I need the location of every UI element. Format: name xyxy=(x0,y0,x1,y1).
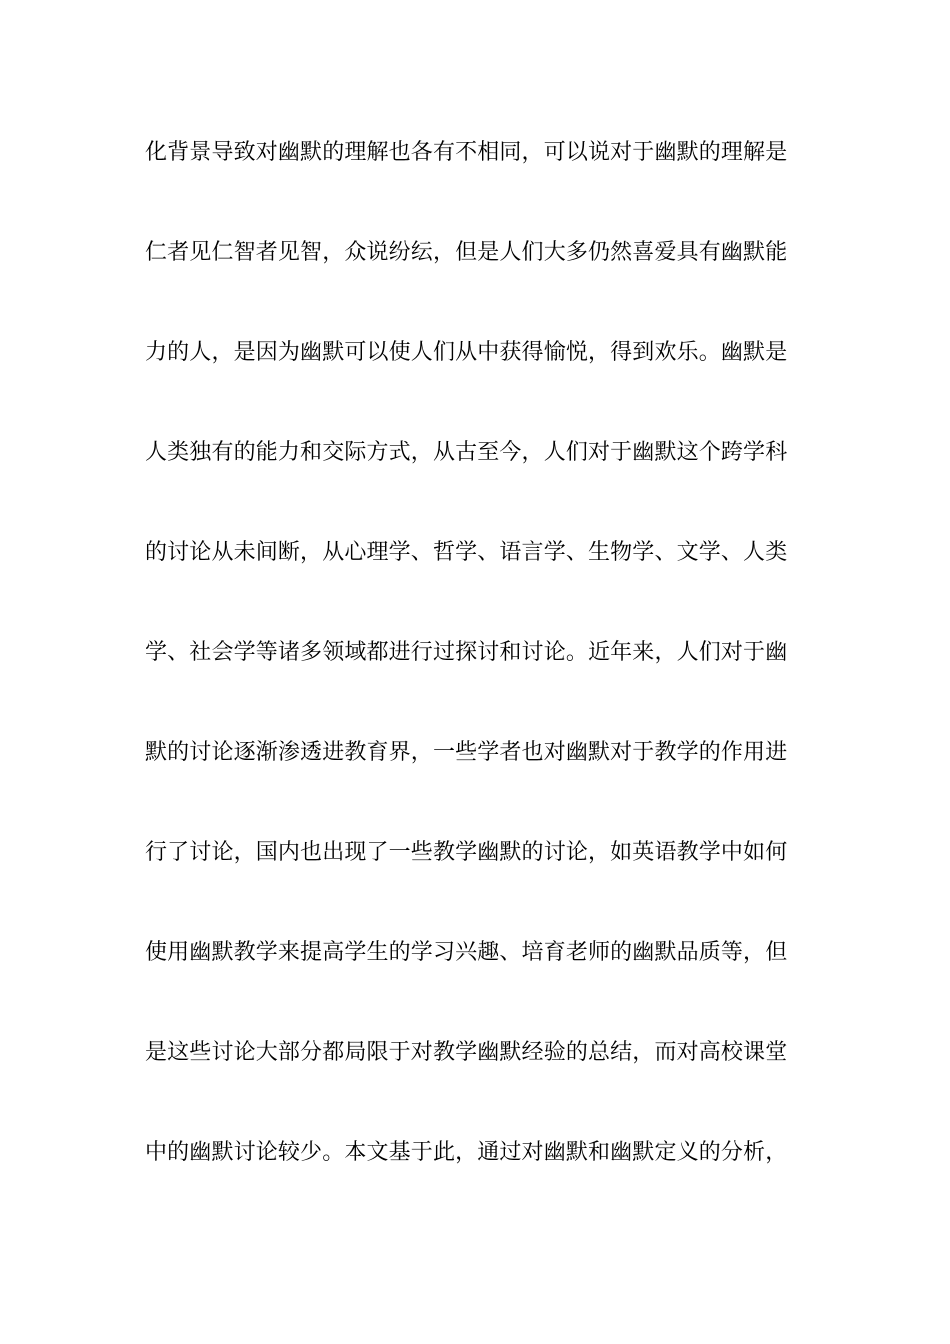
text-line: 中的幽默讨论较少。本文基于此，通过对幽默和幽默定义的分析， xyxy=(145,1140,788,1165)
text-line: 行了讨论，国内也出现了一些教学幽默的讨论，如英语教学中如何 xyxy=(145,840,788,865)
text-line: 使用幽默教学来提高学生的学习兴趣、培育老师的幽默品质等，但 xyxy=(145,940,788,965)
text-line: 是这些讨论大部分都局限于对教学幽默经验的总结，而对高校课堂 xyxy=(145,1040,788,1065)
text-line: 化背景导致对幽默的理解也各有不相同，可以说对于幽默的理解是 xyxy=(145,140,788,165)
text-line: 的讨论从未间断，从心理学、哲学、语言学、生物学、文学、人类 xyxy=(145,540,788,565)
text-line: 默的讨论逐渐渗透进教育界，一些学者也对幽默对于教学的作用进 xyxy=(145,740,788,765)
text-line: 仁者见仁智者见智，众说纷纭，但是人们大多仍然喜爱具有幽默能 xyxy=(145,240,788,265)
body-paragraph xyxy=(145,128,810,1228)
text-line: 学、社会学等诸多领域都进行过探讨和讨论。近年来，人们对于幽 xyxy=(145,640,788,665)
text-line: 人类独有的能力和交际方式，从古至今，人们对于幽默这个跨学科 xyxy=(145,440,788,465)
text-line: 力的人，是因为幽默可以使人们从中获得愉悦，得到欢乐。幽默是 xyxy=(145,340,788,365)
